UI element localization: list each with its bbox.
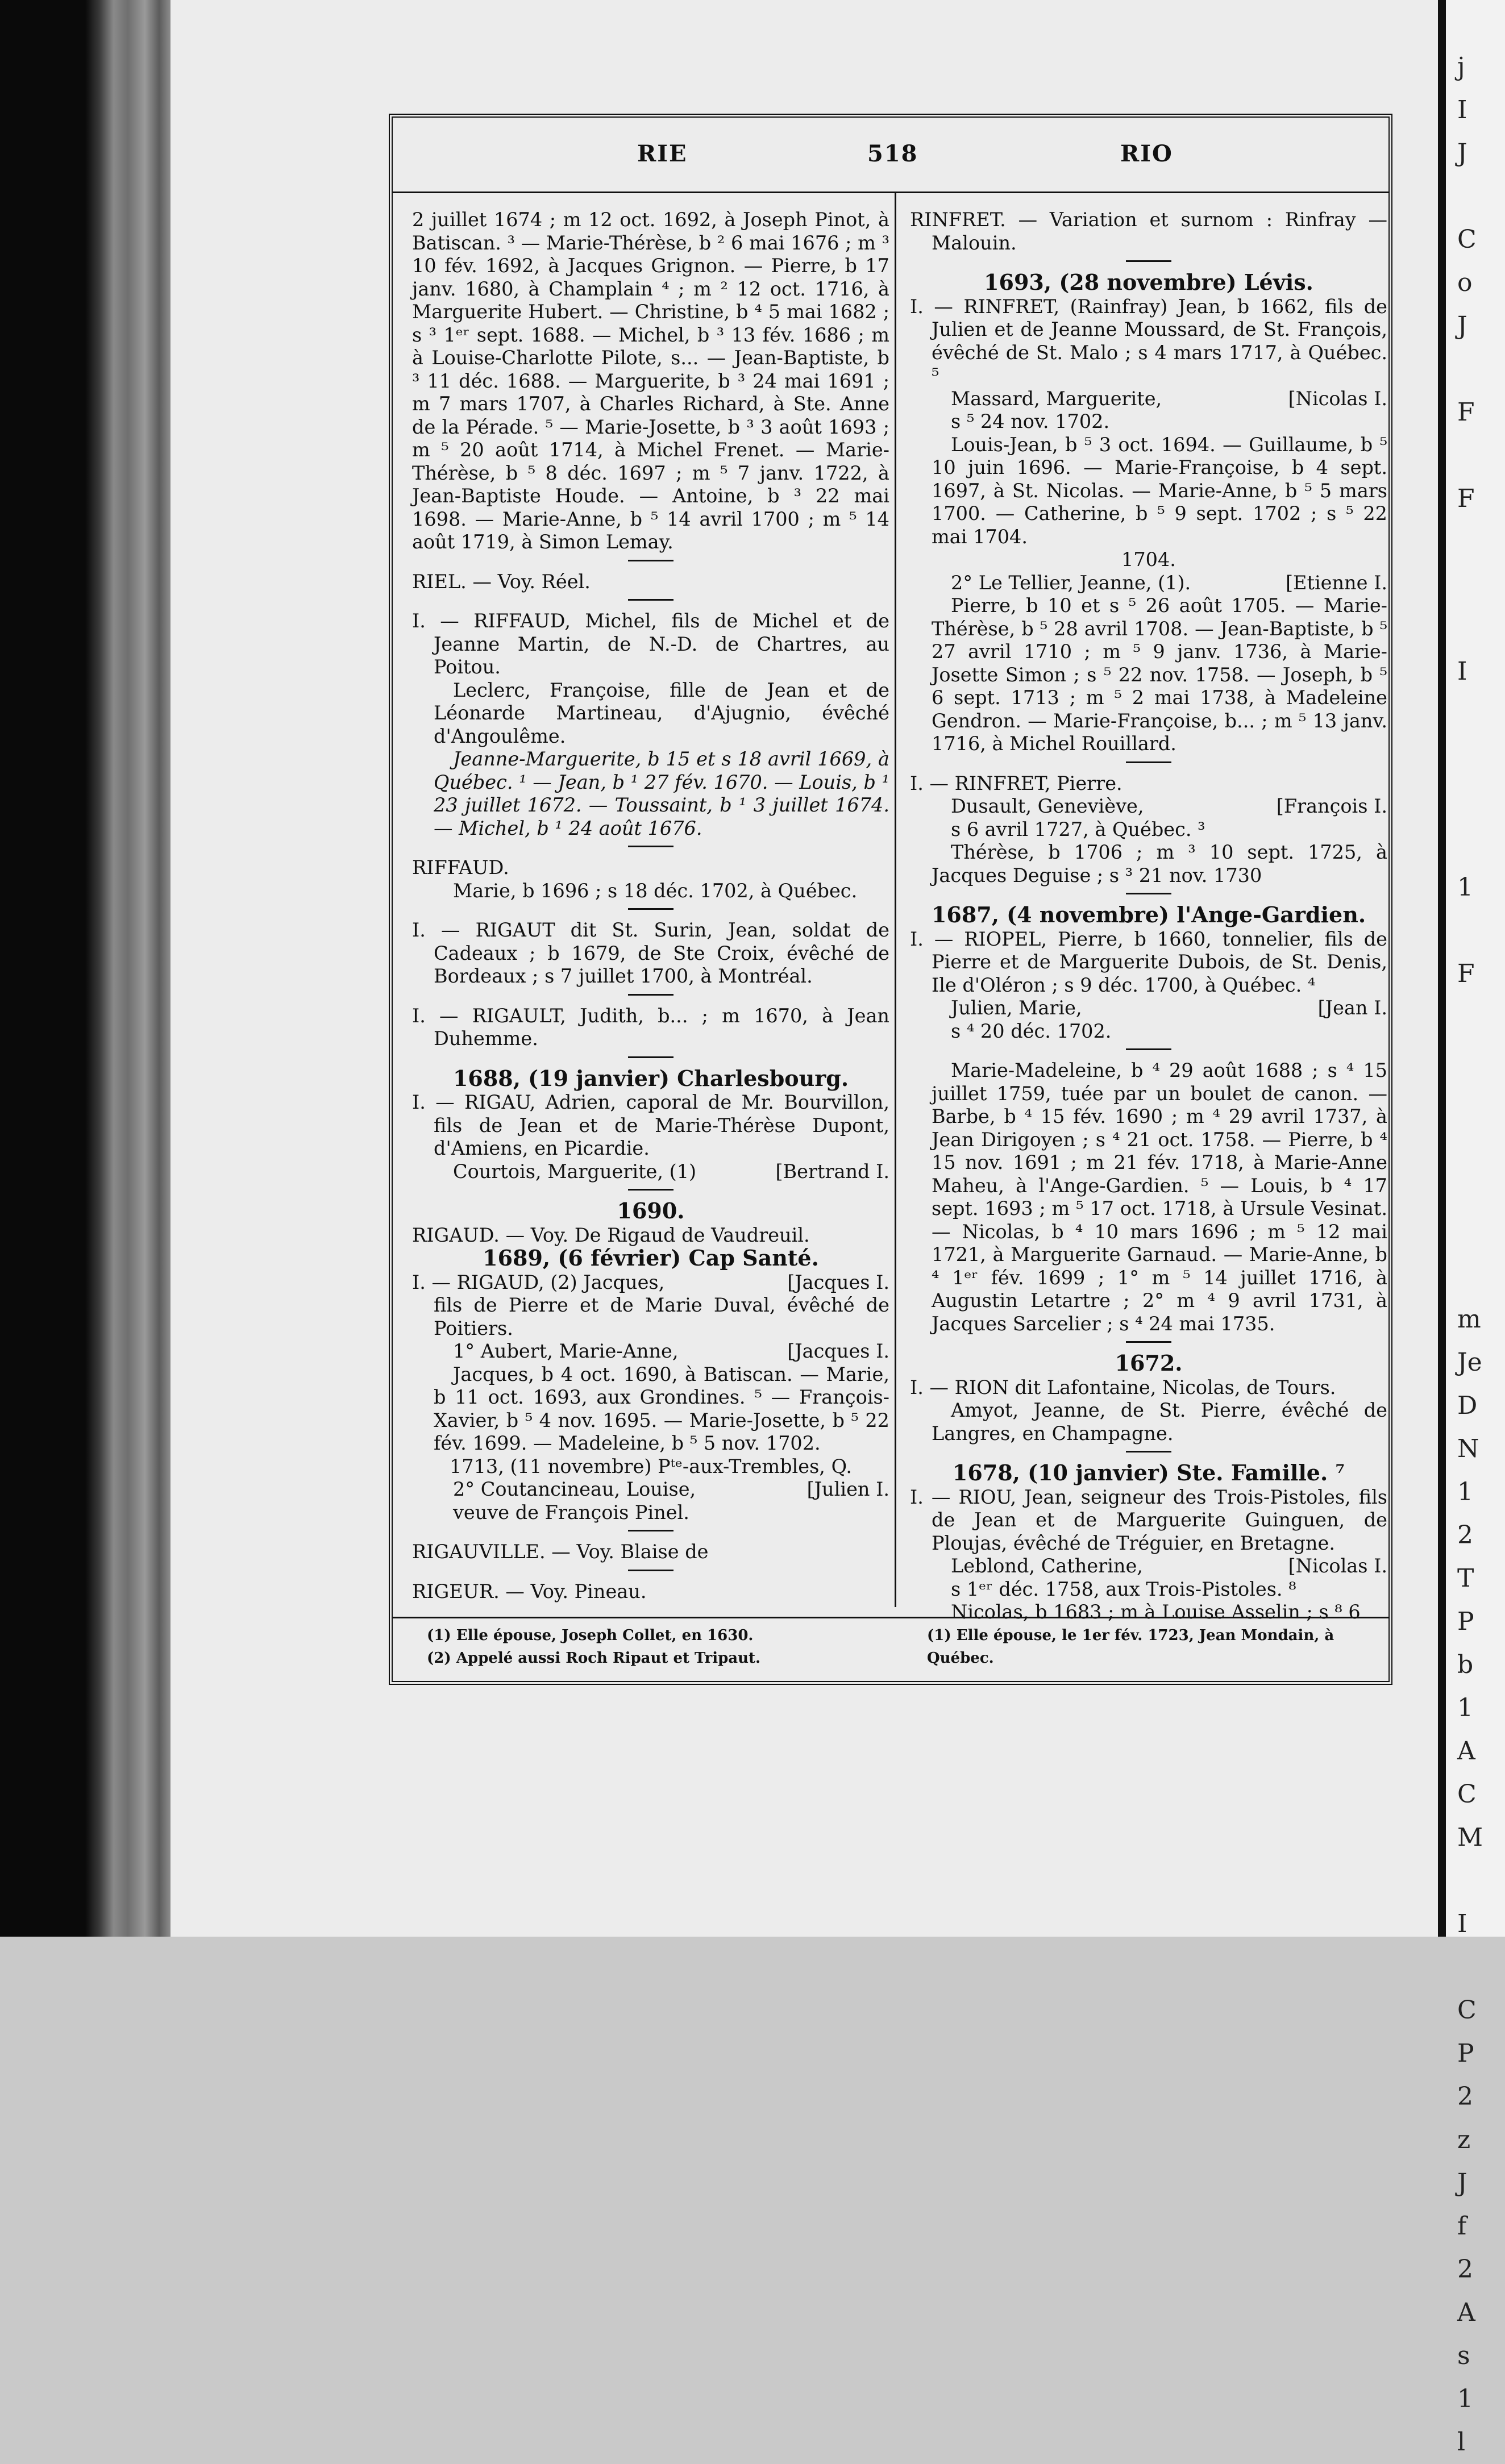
children-text: Marie, b 1696 ; s 18 déc. 1702, à Québec. [453, 879, 858, 902]
footnote: (1) Elle épouse, le 1er fév. 1723, Jean Mondain, à Québec. [927, 1627, 1334, 1667]
spouse-death: s 6 avril 1727, à Québec. ³ [951, 818, 1205, 840]
footnote: (1) Elle épouse, Joseph Collet, en 1630. [427, 1627, 754, 1644]
marriage-date: 1693, (28 novembre) Lévis. [984, 269, 1313, 295]
spouse-line: Massard, Marguerite, [Nicolas I. [951, 387, 1387, 410]
entry-heading: RIEL. — Voy. Réel. [412, 570, 591, 593]
entry-heading: RIGAUD. — Voy. De Rigaud de Vaudreuil. [412, 1223, 810, 1246]
entry-heading: I. — RIGAULT, Judith, b... ; m 1670, à Jean Duhemme. [412, 1004, 889, 1050]
next-page-edge [1438, 0, 1505, 2457]
separator [1126, 260, 1171, 262]
separator [628, 1570, 673, 1571]
entry-heading: I. — RIGAU, Adrien, caporal de Mr. Bourvillon, fils de Jean et de Marie-Thérèse Dupont, d'Amiens, en Picardie. [412, 1091, 889, 1159]
separator [1126, 1451, 1171, 1452]
entry-heading: I. — RIOPEL, Pierre, b 1660, tonnelier, fils de Pierre et de Marguerite Dubois, de St. Denis, Ile d'Oléron ; s 9 déc. 1700, à Québec. ⁴ [910, 927, 1387, 996]
spouse-line: 1° Aubert, Marie-Anne, [Jacques I. [453, 1340, 889, 1362]
separator [628, 846, 673, 847]
entry-text: fils de Pierre et de Marie Duval, évêché de Poitiers. [434, 1294, 889, 1339]
separator [628, 599, 673, 601]
separator [1126, 761, 1171, 763]
spouse-line: Amyot, Jeanne, de St. Pierre, évêché de Langres, en Champagne. [932, 1399, 1387, 1445]
separator [1126, 1048, 1171, 1050]
children-text: Jeanne-Marguerite, b 15 et s 18 avril 1669, à Québec. ¹ — Jean, b ¹ 27 fév. 1670. — Louis, b ¹ 23 juillet 1672. — Toussaint, b ¹ 3 juillet 1674. — Michel, b ¹ 24 août 1676. [434, 748, 889, 839]
spouse-line: Leblond, Catherine, [Nicolas I. [951, 1555, 1387, 1577]
marriage-date: 1688, (19 janvier) Charlesbourg. [452, 1065, 849, 1091]
entry-heading: I. — RIGAUD, (2) Jacques, [Jacques I. [412, 1271, 889, 1293]
separator [628, 1530, 673, 1531]
footnotes-right [927, 1624, 1382, 1670]
header-left: RIE [637, 140, 688, 167]
next-page-fragments: j I J C o J F F I 1 F m Je D N 1 2 T P b 1 A C M I C P 2 z J f 2 A s 1 l [1457, 52, 1483, 2457]
separator [628, 1056, 673, 1058]
entry-heading: RINFRET. — Variation et surnom : Rinfray — Malouin. [910, 209, 1387, 254]
separator [1126, 1341, 1171, 1343]
entry-heading: I. — RINFRET, (Rainfray) Jean, b 1662, fils de Julien et de Jeanne Moussard, de St. François, évêché de St. Malo ; s 4 mars 1717, à Québec. ⁵ [910, 295, 1387, 386]
children-text: Marie-Madeleine, b ⁴ 29 août 1688 ; s ⁴ 15 juillet 1759, tuée par un boulet de canon. — Barbe, b ⁴ 15 fév. 1690 ; m ⁴ 29 avril 1737, à Jean Dirigoyen ; s ⁴ 21 oct. 1758. — Pierre, b ⁴ 15 nov. 1691 ; m 21 fév. 1718, à Marie-Anne Maheu, à l'Ange-Gardien. ⁵ — Louis, b ⁴ 17 sept. 1693 ; m ⁵ 17 oct. 1718, à Ursule Vesinat. — Nicolas, b ⁴ 10 mars 1696 ; m ⁵ 12 mai 1721, à Marguerite Garnaud. — Marie-Anne, b ⁴ 1ᵉʳ fév. 1699 ; 1° m ⁵ 14 juillet 1716, à Augustin Letartre ; 2° m ⁴ 9 avril 1731, à Jacques Sarcelier ; s ⁴ 24 mai 1735. [932, 1059, 1387, 1335]
entry-heading: I. — RIOU, Jean, seigneur des Trois-Pistoles, fils de Jean et de Marguerite Guinguen, de Ploujas, évêché de Tréguier, en Bretagne. [910, 1485, 1387, 1554]
children-text: Nicolas, b 1683 ; m à Louise Asselin ; s ⁸ 6 [951, 1601, 1361, 1623]
entry-heading: I. — RINFRET, Pierre. [910, 772, 1122, 794]
separator [628, 908, 673, 910]
footnote: (2) Appelé aussi Roch Ripaut et Tripaut. [427, 1650, 761, 1667]
year-heading: 1704. [1121, 548, 1176, 571]
year-heading: 1672. [1115, 1350, 1183, 1376]
spouse-death: s ⁴ 20 déc. 1702. [951, 1019, 1112, 1042]
left-column [412, 209, 889, 1603]
running-header [393, 140, 1388, 180]
children-text: Jacques, b 4 oct. 1690, à Batiscan. — Marie, b 11 oct. 1693, aux Grondines. ⁵ — François-Xavier, b ⁵ 4 nov. 1695. — Marie-Josette, b ⁵ 22 fév. 1699. — Madeleine, b ⁵ 5 nov. 1702. [434, 1363, 889, 1454]
header-rule [393, 192, 1388, 193]
marriage-date: 1689, (6 février) Cap Santé. [483, 1245, 819, 1271]
children-text: Pierre, b 10 et s ⁵ 26 août 1705. — Marie-Thérèse, b ⁵ 28 avril 1708. — Jean-Baptiste, b ⁵ 27 avril 1710 ; m ⁵ 9 janv. 1736, à Marie-Josette Simon ; s ⁵ 22 nov. 1758. — Joseph, b ⁵ 6 sept. 1713 ; m ⁵ 2 mai 1738, à Madeleine Gendron. — Marie-Françoise, b... ; m ⁵ 13 janv. 1716, à Michel Rouillard. [932, 594, 1387, 755]
separator [628, 1189, 673, 1191]
separator [628, 994, 673, 996]
spouse-line: Courtois, Marguerite, (1) [Bertrand I. [453, 1160, 889, 1183]
marriage-date: 1713, (11 novembre) Pᵗᵉ-aux-Trembles, Q. [449, 1455, 853, 1477]
spouse-line: Julien, Marie, [Jean I. [951, 997, 1387, 1019]
year-heading: 1690. [617, 1198, 685, 1223]
spouse-line: 2° Le Tellier, Jeanne, (1). [Etienne I. [951, 571, 1387, 594]
spouse-line: 2° Coutancineau, Louise, [Julien I. [453, 1478, 889, 1500]
entry-heading: RIGAUVILLE. — Voy. Blaise de [412, 1541, 709, 1563]
entry-heading: I. — RIGAUT dit St. Surin, Jean, soldat de Cadeaux ; b 1679, de Ste Croix, évêché de Bordeaux ; s 7 juillet 1700, à Montréal. [412, 919, 889, 987]
entry-text: 2 juillet 1674 ; m 12 oct. 1692, à Joseph Pinot, à Batiscan. ³ — Marie-Thérèse, b ² 6 mai 1676 ; m ³ 10 fév. 1692, à Jacques Grignon. — Pierre, b 17 janv. 1680, à Champlain ⁴ ; m ² 12 oct. 1716, à Marguerite Hubert. — Christine, b ⁴ 5 mai 1682 ; s ³ 1ᵉʳ sept. 1688. — Michel, b ³ 13 fév. 1686 ; m à Louise-Charlotte Pilote, s... — Jean-Baptiste, b ³ 11 déc. 1688. — Marguerite, b ³ 24 mai 1691 ; m 7 mars 1707, à Charles Richard, à Ste. Anne de la Pérade. ⁵ — Marie-Josette, b ³ 3 août 1693 ; m ⁵ 20 août 1714, à Michel Frenet. — Marie-Thérèse, b ⁵ 8 déc. 1697 ; m ⁵ 7 janv. 1722, à Jean-Baptiste Houde. — Antoine, b ³ 22 mai 1698. — Marie-Anne, b ⁵ 14 avril 1700 ; m ⁵ 14 août 1719, à Simon Lemay. [412, 209, 889, 553]
footnote-rule [393, 1617, 1388, 1618]
children-text: Thérèse, b 1706 ; m ³ 10 sept. 1725, à Jacques Deguise ; s ³ 21 nov. 1730 [932, 841, 1387, 886]
spouse-death: s ⁵ 24 nov. 1702. [951, 410, 1110, 432]
separator [628, 560, 673, 561]
page-number: 518 [867, 140, 918, 167]
entry-heading: I. — RION dit Lafontaine, Nicolas, de Tours. [910, 1376, 1336, 1399]
spouse-death: s 1ᵉʳ déc. 1758, aux Trois-Pistoles. ⁸ [951, 1578, 1296, 1600]
entry-heading: I. — RIFFAUD, Michel, fils de Michel et de Jeanne Martin, de N.-D. de Chartres, au Poitou. [412, 610, 889, 678]
entry-heading: RIFFAUD. [412, 856, 509, 879]
column-rule [895, 193, 896, 1607]
footnotes-left [427, 1624, 882, 1670]
spouse-line: Dusault, Geneviève, [François I. [951, 795, 1387, 817]
separator [1126, 893, 1171, 894]
spouse-note: veuve de François Pinel. [453, 1501, 689, 1524]
book-spine [0, 0, 171, 1937]
children-text: Louis-Jean, b ⁵ 3 oct. 1694. — Guillaume, b ⁵ 10 juin 1696. — Marie-Françoise, b 4 sept. 1697, à St. Nicolas. — Marie-Anne, b ⁵ 5 mars 1700. — Catherine, b ⁵ 9 sept. 1702 ; s ⁵ 22 mai 1704. [932, 433, 1387, 548]
marriage-date: 1678, (10 janvier) Ste. Famille. ⁷ [952, 1460, 1345, 1485]
header-right: RIO [1120, 140, 1173, 167]
spouse-line: Leclerc, Françoise, fille de Jean et de Léonarde Martineau, d'Ajugnio, évêché d'Angoulême. [434, 679, 889, 747]
page-frame [389, 114, 1392, 1685]
entry-heading: RIGEUR. — Voy. Pineau. [412, 1580, 647, 1603]
right-column [910, 209, 1387, 1624]
marriage-date: 1687, (4 novembre) l'Ange-Gardien. [931, 902, 1366, 927]
